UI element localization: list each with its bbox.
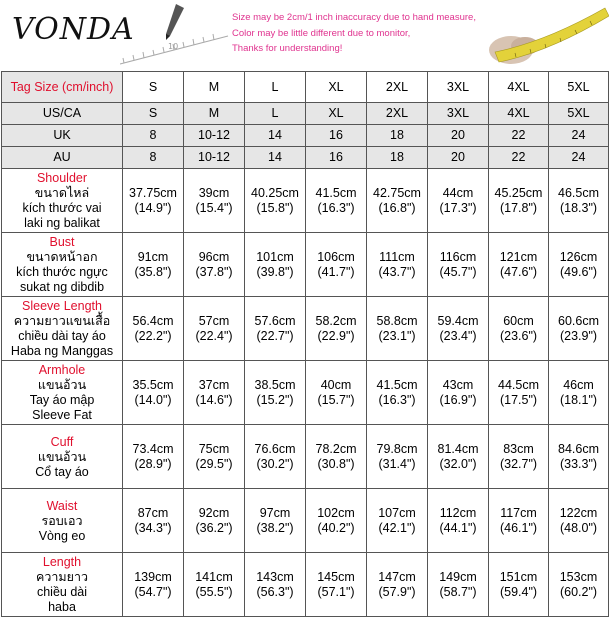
cm-value: 35.5cm — [132, 377, 174, 392]
measurement-value-cell — [428, 233, 489, 297]
inch-value: (17.5") — [499, 392, 538, 407]
inch-value: (34.3") — [134, 520, 172, 535]
measuring-tape-hand-icon — [485, 2, 609, 68]
measurement-value-cell — [306, 361, 367, 425]
measurement-translation: Vòng eo — [38, 528, 86, 543]
measurement-value-cell — [549, 233, 609, 297]
measurement-translation: Cổ tay áo — [35, 464, 89, 479]
measurement-translation: แขนอ้วน — [37, 378, 87, 392]
measurement-value-cell — [306, 297, 367, 361]
measurement-translation: Sleeve Fat — [32, 408, 92, 422]
standard-value-cell: 16 — [306, 147, 367, 169]
inch-value: (16.3") — [317, 200, 355, 215]
measurement-value-cell — [549, 553, 609, 617]
standard-value-cell: 10-12 — [184, 147, 245, 169]
measurement-value-cell — [549, 425, 609, 489]
measurement-value-cell — [367, 169, 428, 233]
standard-value-cell: L — [245, 103, 306, 125]
measurement-value-cell — [549, 169, 609, 233]
standard-value-cell: 5XL — [549, 103, 609, 125]
disclaimer-notes — [232, 10, 502, 57]
inch-value: (15.8") — [256, 200, 294, 215]
measurement-translation: sukat ng dibdib — [19, 280, 105, 294]
inch-value: (17.8") — [499, 200, 538, 215]
measurement-translation: haba — [48, 600, 76, 614]
inch-value: (23.4") — [439, 328, 477, 343]
pen-ruler-icon — [120, 2, 230, 66]
measurement-row — [2, 233, 609, 297]
measurement-translation: kích thước vai — [22, 201, 102, 215]
standard-value-cell: 24 — [549, 147, 609, 169]
cm-value: 153cm — [559, 569, 598, 584]
measurement-value-cell — [245, 361, 306, 425]
size-header-cell: 3XL — [428, 72, 489, 103]
measurement-value-cell — [306, 553, 367, 617]
cm-value: 111cm — [379, 249, 415, 264]
cm-value: 116cm — [439, 249, 477, 264]
cm-value: 41.5cm — [315, 185, 357, 200]
cm-value: 44.5cm — [498, 377, 539, 392]
measurement-row — [2, 553, 609, 617]
cm-value: 40cm — [320, 377, 352, 392]
cm-value: 92cm — [198, 505, 230, 520]
cm-value: 59.4cm — [437, 313, 479, 328]
size-header-cell: S — [123, 72, 184, 103]
size-header-cell: 4XL — [489, 72, 549, 103]
measurement-value-cell — [245, 489, 306, 553]
cm-value: 117cm — [500, 505, 537, 520]
size-header-cell: M — [184, 72, 245, 103]
measurement-value-cell — [428, 297, 489, 361]
inch-value: (14.6") — [195, 392, 233, 407]
measurement-name: Waist — [46, 498, 78, 513]
measurement-translation: ความยาวแขนเสื้อ — [13, 314, 111, 328]
measurement-value-cell — [184, 425, 245, 489]
cm-value: 43cm — [442, 377, 474, 392]
standard-value-cell: 4XL — [489, 103, 549, 125]
cm-value: 76.6cm — [254, 441, 296, 456]
measurement-value-cell — [123, 553, 184, 617]
cm-value: 83cm — [503, 441, 534, 456]
measurement-value-cell — [428, 553, 489, 617]
measurement-value-cell — [489, 425, 549, 489]
standard-label: AU — [2, 147, 123, 169]
inch-value: (33.3") — [559, 456, 598, 471]
measurement-value-cell — [306, 233, 367, 297]
cm-value: 56.4cm — [132, 313, 174, 328]
inch-value: (16.3") — [378, 392, 416, 407]
standard-value-cell: 8 — [123, 147, 184, 169]
inch-value: (56.3") — [256, 584, 294, 599]
standard-value-cell: 20 — [428, 147, 489, 169]
size-header-cell: 5XL — [549, 72, 609, 103]
cm-value: 37cm — [198, 377, 230, 392]
measurement-label-cell — [2, 425, 123, 489]
measurement-value-cell — [245, 169, 306, 233]
cm-value: 60.6cm — [558, 313, 599, 328]
measurement-name: Length — [42, 555, 82, 569]
inch-value: (39.8") — [256, 264, 294, 279]
cm-value: 126cm — [559, 249, 598, 264]
measurement-value-cell — [489, 553, 549, 617]
measurement-translation: chiều dài — [36, 585, 88, 599]
measurement-value-cell — [489, 169, 549, 233]
inch-value: (15.7") — [317, 392, 355, 407]
cm-value: 41.5cm — [376, 377, 418, 392]
standard-label: US/CA — [2, 103, 123, 125]
inch-value: (37.8") — [195, 264, 233, 279]
inch-value: (23.6") — [499, 328, 538, 343]
inch-value: (16.8") — [378, 200, 416, 215]
cm-value: 91cm — [137, 249, 169, 264]
inch-value: (60.2") — [559, 584, 598, 599]
inch-value: (48.0") — [559, 520, 598, 535]
measurement-translation: Tay áo mập — [29, 393, 95, 407]
measurement-name: Cuff — [50, 434, 74, 449]
note-line: Color may be little different due to monitor, — [232, 27, 411, 39]
inch-value: (18.3") — [559, 200, 598, 215]
standard-size-row — [2, 147, 609, 169]
measurement-translation: Haba ng Manggas — [10, 344, 114, 358]
cm-value: 73.4cm — [132, 441, 174, 456]
measurement-row — [2, 425, 609, 489]
measurement-value-cell — [123, 169, 184, 233]
measurement-label-cell — [2, 297, 123, 361]
inch-value: (47.6") — [499, 264, 538, 279]
inch-value: (22.2") — [134, 328, 172, 343]
measurement-value-cell — [489, 297, 549, 361]
standard-value-cell: 22 — [489, 125, 549, 147]
measurement-translation: kích thước ngực — [16, 265, 108, 279]
standard-value-cell: XL — [306, 103, 367, 125]
standard-label: UK — [2, 125, 123, 147]
cm-value: 46cm — [563, 377, 594, 392]
standard-value-cell: 2XL — [367, 103, 428, 125]
inch-value: (29.5") — [195, 456, 233, 471]
measurement-row — [2, 361, 609, 425]
size-header-row — [2, 72, 609, 103]
measurement-value-cell — [123, 233, 184, 297]
measurement-translation: ความยาว — [35, 570, 88, 584]
measurement-name: Shoulder — [36, 171, 88, 185]
cm-value: 107cm — [378, 505, 416, 520]
inch-value: (43.7") — [378, 264, 416, 279]
cm-value: 106cm — [317, 249, 355, 264]
cm-value: 40.25cm — [251, 185, 299, 200]
measurement-value-cell — [306, 425, 367, 489]
cm-value: 87cm — [137, 505, 169, 520]
inch-value: (58.7") — [439, 584, 477, 599]
measurement-value-cell — [306, 169, 367, 233]
inch-value: (32.0") — [439, 456, 477, 471]
standard-value-cell: 14 — [245, 147, 306, 169]
cm-value: 46.5cm — [558, 185, 599, 200]
measurement-value-cell — [428, 489, 489, 553]
size-chart-table — [1, 71, 609, 617]
cm-value: 79.8cm — [376, 441, 418, 456]
measurement-value-cell — [367, 489, 428, 553]
measurement-value-cell — [549, 297, 609, 361]
measurement-translation: รอบเอว — [41, 513, 83, 528]
cm-value: 139cm — [134, 569, 172, 584]
inch-value: (40.2") — [317, 520, 355, 535]
inch-value: (17.3") — [439, 200, 477, 215]
cm-value: 149cm — [439, 569, 477, 584]
inch-value: (22.9") — [317, 328, 355, 343]
cm-value: 97cm — [259, 505, 291, 520]
inch-value: (22.4") — [195, 328, 233, 343]
inch-value: (22.7") — [256, 328, 294, 343]
inch-value: (23.1") — [378, 328, 416, 343]
standard-size-row — [2, 103, 609, 125]
inch-value: (44.1") — [439, 520, 477, 535]
measurement-row — [2, 297, 609, 361]
cm-value: 44cm — [442, 185, 474, 200]
measurement-value-cell — [367, 361, 428, 425]
cm-value: 57cm — [198, 313, 230, 328]
measurement-name: Armhole — [38, 363, 86, 377]
standard-value-cell: 22 — [489, 147, 549, 169]
standard-value-cell: 18 — [367, 125, 428, 147]
cm-value: 112cm — [439, 505, 477, 520]
measurement-value-cell — [184, 297, 245, 361]
standard-value-cell: 20 — [428, 125, 489, 147]
measurement-value-cell — [367, 297, 428, 361]
cm-value: 75cm — [198, 441, 230, 456]
standard-value-cell: 14 — [245, 125, 306, 147]
inch-value: (55.5") — [195, 584, 233, 599]
note-line: Size may be 2cm/1 inch inaccuracy due to hand measure, — [232, 12, 476, 23]
cm-value: 78.2cm — [315, 441, 357, 456]
measurement-translation: laki ng balikat — [24, 216, 100, 230]
measurement-value-cell — [245, 553, 306, 617]
measurement-value-cell — [549, 489, 609, 553]
standard-value-cell: 18 — [367, 147, 428, 169]
inch-value: (57.1") — [317, 584, 355, 599]
standard-value-cell: 3XL — [428, 103, 489, 125]
measurement-value-cell — [245, 233, 306, 297]
size-header-cell: 2XL — [367, 72, 428, 103]
measurement-value-cell — [184, 361, 245, 425]
cm-value: 102cm — [317, 505, 355, 520]
measurement-value-cell — [123, 489, 184, 553]
measurement-value-cell — [428, 425, 489, 489]
measurement-value-cell — [123, 425, 184, 489]
cm-value: 96cm — [198, 249, 230, 264]
standard-value-cell: 16 — [306, 125, 367, 147]
cm-value: 147cm — [378, 569, 416, 584]
header-banner — [0, 0, 609, 70]
measurement-value-cell — [367, 425, 428, 489]
inch-value: (14.9") — [134, 200, 172, 215]
cm-value: 122cm — [559, 505, 598, 520]
cm-value: 121cm — [499, 249, 538, 264]
measurement-value-cell — [367, 553, 428, 617]
cm-value: 58.8cm — [376, 313, 418, 328]
inch-value: (30.2") — [256, 456, 294, 471]
measurement-value-cell — [306, 489, 367, 553]
measurement-translation: แขนอ้วน — [37, 449, 87, 464]
inch-value: (18.1") — [559, 392, 598, 407]
inch-value: (38.2") — [256, 520, 294, 535]
inch-value: (57.9") — [378, 584, 416, 599]
standard-value-cell: S — [123, 103, 184, 125]
measurement-value-cell — [489, 361, 549, 425]
inch-value: (31.4") — [378, 456, 416, 471]
inch-value: (41.7") — [317, 264, 355, 279]
inch-value: (54.7") — [134, 584, 172, 599]
measurement-value-cell — [184, 489, 245, 553]
cm-value: 45.25cm — [494, 185, 543, 200]
measurement-translation: chiều dài tay áo — [18, 329, 106, 343]
inch-value: (59.4") — [499, 584, 538, 599]
inch-value: (36.2") — [195, 520, 233, 535]
inch-value: (28.9") — [134, 456, 172, 471]
measurement-value-cell — [123, 361, 184, 425]
inch-value: (45.7") — [439, 264, 477, 279]
measurement-value-cell — [184, 553, 245, 617]
inch-value: (30.8") — [317, 456, 355, 471]
cm-value: 39cm — [198, 185, 230, 200]
cm-value: 151cm — [499, 569, 538, 584]
measurement-value-cell — [245, 425, 306, 489]
cm-value: 37.75cm — [129, 185, 177, 200]
measurement-label-cell — [2, 361, 123, 425]
cm-value: 42.75cm — [373, 185, 421, 200]
cm-value: 143cm — [256, 569, 294, 584]
measurement-value-cell — [428, 169, 489, 233]
inch-value: (46.1") — [499, 520, 538, 535]
cm-value: 141cm — [195, 569, 233, 584]
measurement-label-cell — [2, 169, 123, 233]
measurement-value-cell — [245, 297, 306, 361]
cm-value: 38.5cm — [254, 377, 296, 392]
standard-size-row — [2, 125, 609, 147]
measurement-label-cell — [2, 489, 123, 553]
tag-size-label: Tag Size (cm/inch) — [2, 72, 123, 103]
standard-value-cell: 8 — [123, 125, 184, 147]
inch-value: (42.1") — [378, 520, 416, 535]
measurement-value-cell — [367, 233, 428, 297]
cm-value: 84.6cm — [558, 441, 599, 456]
inch-value: (35.8") — [134, 264, 172, 279]
inch-value: (49.6") — [559, 264, 598, 279]
measurement-value-cell — [489, 489, 549, 553]
measurement-value-cell — [428, 361, 489, 425]
inch-value: (23.9") — [559, 328, 598, 343]
cm-value: 58.2cm — [315, 313, 357, 328]
inch-value: (16.9") — [439, 392, 477, 407]
measurement-label-cell — [2, 233, 123, 297]
cm-value: 57.6cm — [254, 313, 296, 328]
size-header-cell: L — [245, 72, 306, 103]
measurement-translation: ขนาดหน้าอก — [26, 250, 98, 264]
standard-value-cell: M — [184, 103, 245, 125]
inch-value: (14.0") — [134, 392, 172, 407]
size-header-cell: XL — [306, 72, 367, 103]
measurement-row — [2, 169, 609, 233]
note-line: Thanks for understanding! — [232, 43, 343, 54]
standard-value-cell: 10-12 — [184, 125, 245, 147]
measurement-value-cell — [184, 233, 245, 297]
measurement-translation: ขนาดไหล่ — [34, 186, 90, 200]
measurement-name: Bust — [49, 235, 75, 249]
measurement-value-cell — [184, 169, 245, 233]
measurement-value-cell — [123, 297, 184, 361]
measurement-row — [2, 489, 609, 553]
cm-value: 60cm — [503, 313, 534, 328]
measurement-value-cell — [489, 233, 549, 297]
inch-value: (15.4") — [195, 200, 233, 215]
svg-text:10: 10 — [168, 42, 179, 51]
measurement-label-cell — [2, 553, 123, 617]
inch-value: (15.2") — [256, 392, 294, 407]
measurement-name: Sleeve Length — [22, 299, 102, 313]
cm-value: 145cm — [317, 569, 355, 584]
inch-value: (32.7") — [499, 456, 538, 471]
measurement-value-cell — [549, 361, 609, 425]
brand-logo: VONDA — [12, 12, 135, 47]
standard-value-cell: 24 — [549, 125, 609, 147]
cm-value: 101cm — [256, 249, 294, 264]
cm-value: 81.4cm — [437, 441, 479, 456]
